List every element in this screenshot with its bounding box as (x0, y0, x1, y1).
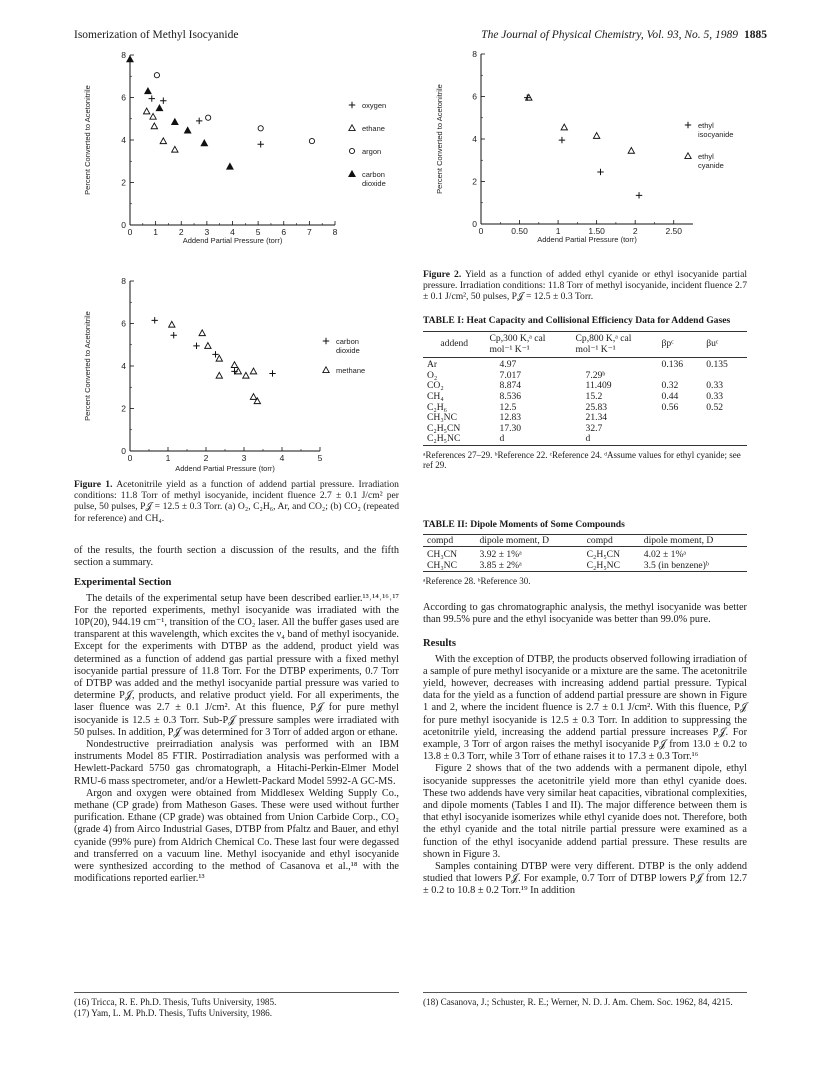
table-1-cell (658, 434, 703, 445)
right-column-text (423, 602, 747, 898)
footnote-rule-right (423, 992, 747, 993)
table-2-title: TABLE II: Dipole Moments of Some Compounds (423, 519, 625, 530)
results-paragraph-3: Samples containing DTBP were very different. DTBP is the only addend studied that lowers P𝒥. For example, 0.7 Torr of DTBP lowers P𝒥 from 12.7 ± 0.2 to 10.8 ± 0.2 Torr.¹⁹ In addition (423, 861, 747, 897)
table-1-block (423, 315, 747, 471)
data-point (216, 355, 222, 361)
x-tick-label: 0 (127, 227, 133, 237)
table-1-cell: 4.97 (499, 359, 517, 371)
legend-label: dioxide (336, 346, 360, 355)
table-1-cell: d (499, 433, 505, 445)
table-2-cell: 4.02 ± 1%ᵃ (643, 549, 687, 560)
table-1-header: Cp,300 K,ᵃ cal mol⁻¹ K⁻¹ (489, 333, 546, 355)
y-axis-label: Percent Converted to Acetonitrile (435, 84, 444, 194)
table-1-row (423, 434, 747, 445)
x-tick-label: 1 (153, 227, 158, 237)
x-tick-label: 5 (317, 453, 323, 463)
legend-label: carbon (362, 170, 385, 179)
data-point (205, 343, 211, 349)
data-point (193, 343, 199, 349)
data-point (169, 321, 175, 327)
table-1-cell: 12.5 (499, 401, 517, 413)
table-1 (423, 331, 747, 446)
legend-label: argon (362, 147, 382, 156)
table-1-cell: 12.83 (499, 412, 522, 424)
experimental-paragraph-1: The details of the experimental setup have been described earlier.¹³˒¹⁴˒¹⁶˒¹⁷ For the reported experiments, methyl isocyanide was irradiated with the 10P(20), 944.19 cm⁻¹, transition of the CO₂ laser. All the buffer gases used are transparent at this wavelength, which excites the ν₄ band of methyl isocyanide. Except for the experiments with DTBP as the addend, product yield was determined as a function of addend gas partial pressure with a fixed methyl isocyanide partial pressure of 11.8 Torr. For the DTBP experiments, 0.7 Torr of DTBP was added and the methyl isocyanide partial pressure was varied to determine P𝒥, products, and relative product yield. For all experiments, the laser fluence was 2.7 ± 0.1 J/cm². At this fluence, P𝒥 for pure methyl isocyanide is 12.5 ± 0.3 Torr. Sub-P𝒥 pressure samples were irradiated with 50 pulses. In addition, P𝒥 was determined for 3 Torr of added argon or ethane. (74, 592, 399, 738)
figure-1-caption-label: Figure 1. (74, 479, 113, 490)
table-1-row (423, 413, 747, 424)
figure-1-caption (74, 479, 399, 524)
table-2-cell: CH₃NC (427, 560, 457, 571)
table-1-cell: CH₃NC (427, 412, 457, 424)
legend-label: carbon (336, 337, 359, 346)
table-2-row (423, 547, 747, 561)
y-tick-label: 8 (121, 276, 126, 286)
table-1-cell: 0.33 (706, 380, 724, 392)
table-1-cell: C₂H₅CN (427, 422, 461, 434)
table-1-row (423, 392, 747, 403)
legend-marker (349, 148, 354, 153)
journal-citation: The Journal of Physical Chemistry, Vol. 93, No. 5, 1989 (481, 29, 738, 41)
y-tick-label: 8 (472, 49, 477, 59)
legend-label: oxygen (362, 101, 387, 110)
table-1-cell: 7.017 (499, 369, 522, 381)
footnote-17: (17) Yam, L. M. Ph.D. Thesis, Tufts University, 1986. (74, 1007, 273, 1018)
data-point (212, 351, 218, 357)
legend-marker (349, 171, 355, 177)
data-point (196, 118, 202, 124)
experimental-paragraph-3: Argon and oxygen were obtained from Middlesex Welding Supply Co., methane (CP grade) from Matheson Gases. These were used without further purification. Ethane (CP grade) was obtained from Union Carbide Corp., CO₂ (grade 4) from Airco Industrial Gases, DTBP from Pfaltz and Bauer, and ethyl cyanide (99% pure) from Aldrich Chemical Co. These last four were degassed and transferred on a vacuum line. Methyl isocyanide and ethyl isocyanide were synthesized according to the method of Casanova et al.,¹⁸ with the modifications reported earlier.¹³ (74, 787, 399, 885)
y-tick-label: 4 (121, 135, 126, 145)
data-point (227, 163, 233, 169)
data-point (171, 332, 177, 338)
table-2-cell: C₂H₅NC (586, 560, 621, 571)
data-point (160, 97, 166, 103)
data-point (201, 140, 207, 146)
table-1-cell: C₂H₅NC (427, 433, 461, 445)
y-tick-label: 4 (472, 134, 477, 144)
data-point (636, 192, 642, 198)
table-1-cell: 0.135 (706, 359, 728, 371)
legend-label: methane (336, 366, 366, 375)
y-tick-label: 0 (472, 219, 477, 229)
table-1-cell: 8.536 (499, 390, 522, 402)
figure-2-chart (420, 46, 755, 268)
x-tick-label: 3 (241, 453, 247, 463)
table-2-footnote: ᵃReference 28. ᵇReference 30. (423, 576, 531, 586)
table-1-cell: 0.44 (661, 390, 679, 402)
table-1-cell: 0.33 (706, 390, 724, 402)
x-tick-label: 3 (204, 227, 210, 237)
legend-marker (323, 338, 329, 344)
table-2-header: compd (427, 535, 454, 546)
data-point (269, 370, 275, 376)
data-point (151, 123, 157, 129)
x-tick-label: 0.50 (511, 226, 528, 236)
table-2-cell: 3.85 ± 2%ᵃ (479, 560, 522, 571)
data-point (172, 119, 178, 125)
data-point (597, 169, 603, 175)
x-tick-label: 1 (165, 453, 171, 463)
x-tick-label: 7 (307, 227, 312, 237)
data-point (593, 133, 599, 139)
y-tick-label: 2 (121, 403, 126, 414)
x-tick-label: 5 (255, 227, 261, 237)
table-1-cell: 15.2 (585, 390, 603, 402)
legend-marker (349, 102, 355, 108)
table-1-cell: 17.30 (499, 422, 522, 434)
data-point (559, 137, 565, 143)
legend-marker (349, 125, 355, 131)
data-point (250, 368, 256, 374)
table-1-row (423, 403, 747, 414)
x-tick-label: 2.50 (665, 226, 683, 236)
y-axis-label: Percent Converted to Acetonitrile (83, 311, 92, 421)
y-tick-label: 2 (472, 176, 477, 187)
page-number: 1885 (744, 29, 767, 41)
table-2-header: dipole moment, D (643, 535, 714, 546)
y-tick-label: 0 (121, 220, 126, 230)
x-tick-label: 6 (281, 227, 287, 237)
data-point (309, 138, 314, 143)
table-1-cell (702, 434, 747, 445)
data-point (127, 56, 133, 62)
legend-marker (323, 367, 329, 373)
data-point (145, 88, 151, 94)
legend-marker (685, 122, 691, 128)
figure-1a-chart (74, 46, 409, 271)
footnote-18: (18) Casanova, J.; Schuster, R. E.; Werner, N. D. J. Am. Chem. Soc. 1962, 84, 4215. (423, 997, 733, 1007)
table-1-cell: 0.136 (661, 359, 684, 371)
y-axis-label: Percent Converted to Acetonitrile (83, 85, 92, 195)
table-1-cell (658, 413, 703, 424)
x-tick-label: 2 (203, 453, 209, 463)
purity-paragraph: According to gas chromatographic analysis, the methyl isocyanide was better than 99.5% pure and the ethyl isocyanide was better than 99.0% pure. (423, 602, 747, 626)
x-axis-label: Addend Partial Pressure (torr) (182, 236, 283, 245)
table-2-header: dipole moment, D (479, 535, 550, 546)
table-1-cell (658, 424, 703, 435)
data-point (150, 113, 156, 119)
data-point (561, 124, 567, 130)
table-1-cell (572, 358, 658, 371)
figure-1-caption-text: Acetonitrile yield as a function of addend partial pressure. Irradiation conditions: 11.8 Torr of methyl isocyanide, incident fluence 2.7 ± 0.1 J/cm² per pulse, 50 pulses, P𝒥 = 12.5 ± 0.3 Torr. (a) O₂, C₂H₆, Ar, and CO₂; (b) CO₂ (repeated for reference) and CH₄. (74, 479, 399, 524)
running-header-left: Isomerization of Methyl Isocyanide (74, 29, 239, 41)
table-2-cell: 3.92 ± 1%ᵃ (479, 549, 522, 560)
table-1-cell: 0.56 (661, 401, 679, 413)
y-tick-label: 2 (121, 177, 126, 188)
table-1-cell (702, 413, 747, 424)
footnotes-left (74, 997, 399, 1018)
section-heading-experimental: Experimental Section (74, 577, 172, 589)
data-point (257, 141, 263, 147)
figure-2-caption-label: Figure 2. (423, 269, 462, 280)
table-1-cell: O₂ (427, 369, 438, 381)
table-1-cell (702, 424, 747, 435)
x-tick-label: 8 (332, 227, 338, 237)
x-tick-label: 2 (632, 226, 638, 236)
data-point (216, 372, 222, 378)
intro-paragraph: of the results, the fourth section a discussion of the results, and the fifth section a summary. (74, 545, 399, 569)
table-1-cell: 25.83 (585, 401, 608, 413)
data-point (149, 95, 155, 101)
legend-label: dioxide (362, 179, 386, 188)
experimental-paragraph-2: Nondestructive preirradiation analysis was performed with an IBM instruments Model 85 FTIR. Postirradiation analysis was performed with a Hewlett-Packard 5750 gas chromatograph, a Hitachi-Perkin-Elmer Model RMU-6 mass spectrometer, and/or a Hewlett-Packard Model 5992-A GC-MS. (74, 739, 399, 787)
footnote-rule-left (74, 992, 399, 993)
legend-label: ethyl (698, 121, 714, 130)
table-1-row (423, 358, 747, 371)
table-1-cell: 8.874 (499, 380, 522, 392)
x-tick-label: 1 (555, 226, 561, 236)
data-point (156, 105, 162, 111)
y-tick-label: 6 (121, 318, 126, 329)
data-point (160, 138, 166, 144)
legend-label: ethyl (698, 152, 714, 161)
table-2-header: compd (586, 535, 613, 546)
x-tick-label: 2 (178, 227, 184, 237)
table-1-cell: 32.7 (585, 422, 603, 434)
table-1-cell: 7.29ᵇ (585, 369, 606, 381)
legend-label: cyanide (698, 161, 724, 170)
data-point (172, 146, 178, 152)
left-column-text (74, 545, 399, 885)
y-tick-label: 8 (121, 50, 126, 60)
x-axis-label: Addend Partial Pressure (torr) (175, 464, 275, 473)
data-point (254, 398, 260, 404)
table-1-cell: Ar (427, 359, 438, 371)
data-point (231, 362, 237, 368)
table-1-cell: 21.34 (585, 412, 608, 424)
results-paragraph-2: Figure 2 shows that of the two addends with a permanent dipole, ethyl isocyanide suppresses the acetonitrile yield more than ethyl cyanide does. These two addends have very similar heat capacities, vibrational complexities, and dipole moments (Tables I and II). The major difference between them is that ethyl isocyanide isomerizes while ethyl cyanide does not. Therefore, both the ethyl cyanide and the total nitrile partial pressure were examined as a function of the ethyl isocyanide addend partial pressure. These results are shown in Figure 3. (423, 763, 747, 860)
y-tick-label: 0 (121, 446, 126, 456)
table-1-row (423, 424, 747, 435)
x-axis-label: Addend Partial Pressure (torr) (537, 235, 637, 244)
x-tick-label: 0 (127, 453, 133, 463)
data-point (152, 317, 158, 323)
legend-marker (685, 153, 691, 159)
footnote-16: (16) Tricca, R. E. Ph.D. Thesis, Tufts University, 1985. (74, 997, 277, 1007)
data-point (628, 147, 634, 153)
data-point (143, 108, 149, 114)
legend-label: isocyanide (698, 130, 734, 139)
table-2-row (423, 560, 747, 572)
table-1-title: TABLE I: Heat Capacity and Collisional Efficiency Data for Addend Gases (423, 315, 731, 326)
data-point (243, 372, 249, 378)
table-1-footnote: ᵃReferences 27–29. ᵇReference 22. ᶜReference 24. ᵈAssume values for ethyl cyanide; see ref 29. (423, 449, 741, 471)
legend-label: ethane (362, 124, 385, 133)
data-point (199, 330, 205, 336)
y-tick-label: 4 (121, 361, 126, 371)
data-point (206, 115, 211, 120)
section-heading-results: Results (423, 638, 456, 650)
results-paragraph-1: With the exception of DTBP, the products observed following irradiation of a sample of pure methyl isocyanide or a mixture are the same. The acetonitrile yield, however, decreases with increasing addend partial pressure. Typical data for the yield as a function of addend partial pressure are shown in Figure 1 and 2, where the incident fluence is 2.7 ± 0.1 J/cm². With this fluence, P𝒥 for pure methyl isocyanide is 12.5 ± 0.3 Torr. In addition to suppressing the acetonitrile yield, increasing the addend partial pressure increases P𝒥. For example, 3 Torr of argon raises the methyl isocyanide P𝒥 from 13.0 ± 0.2 to 13.8 ± 0.3 Torr, while 3 Torr of ethane raises it to 17.3 ± 0.3 Torr.¹⁶ (423, 653, 747, 763)
footnotes-right (423, 997, 747, 1008)
table-1-cell: 0.52 (706, 401, 724, 413)
table-1-header: Cp,800 K,ᵃ cal mol⁻¹ K⁻¹ (575, 333, 632, 355)
x-tick-label: 4 (230, 227, 235, 237)
table-1-header: addend (440, 338, 469, 350)
table-1-row (423, 371, 747, 382)
data-point (250, 394, 256, 400)
table-1-row (423, 381, 747, 392)
x-tick-label: 0 (478, 226, 484, 236)
table-2-block (423, 519, 747, 587)
table-1-cell: CO₂ (427, 380, 444, 392)
y-tick-label: 6 (472, 91, 477, 102)
running-header-right (481, 29, 767, 41)
y-tick-label: 6 (121, 92, 126, 103)
figure-2-caption-text: Yield as a function of added ethyl cyanide or ethyl isocyanide partial pressure. Irradiation conditions: 11.8 Torr of methyl isocyanide, incident fluence 2.7 ± 0.1 J/cm², 50 pulses, P𝒥 = 12.5 ± 0.3 Torr. (423, 269, 747, 303)
data-point (258, 126, 263, 131)
data-point (154, 73, 159, 78)
table-1-cell: C₂H₆ (427, 401, 448, 413)
figure-1b-chart (74, 268, 409, 478)
table-1-header: βuᶜ (706, 338, 719, 350)
table-2 (423, 534, 747, 572)
x-tick-label: 1.50 (588, 226, 605, 236)
figure-2-caption (423, 269, 747, 303)
table-1-cell: 11.409 (585, 380, 612, 392)
data-point (184, 127, 190, 133)
table-1-cell: CH₄ (427, 390, 444, 402)
x-tick-label: 4 (279, 453, 285, 463)
table-1-header: βpᶜ (661, 338, 674, 350)
table-2-cell: 3.5 (in benzene)ᵇ (643, 560, 709, 571)
table-2-cell: CH₃CN (427, 549, 457, 560)
table-1-cell: 0.32 (661, 380, 679, 392)
table-2-cell: C₂H₅CN (586, 549, 621, 560)
table-1-cell: d (585, 433, 591, 445)
